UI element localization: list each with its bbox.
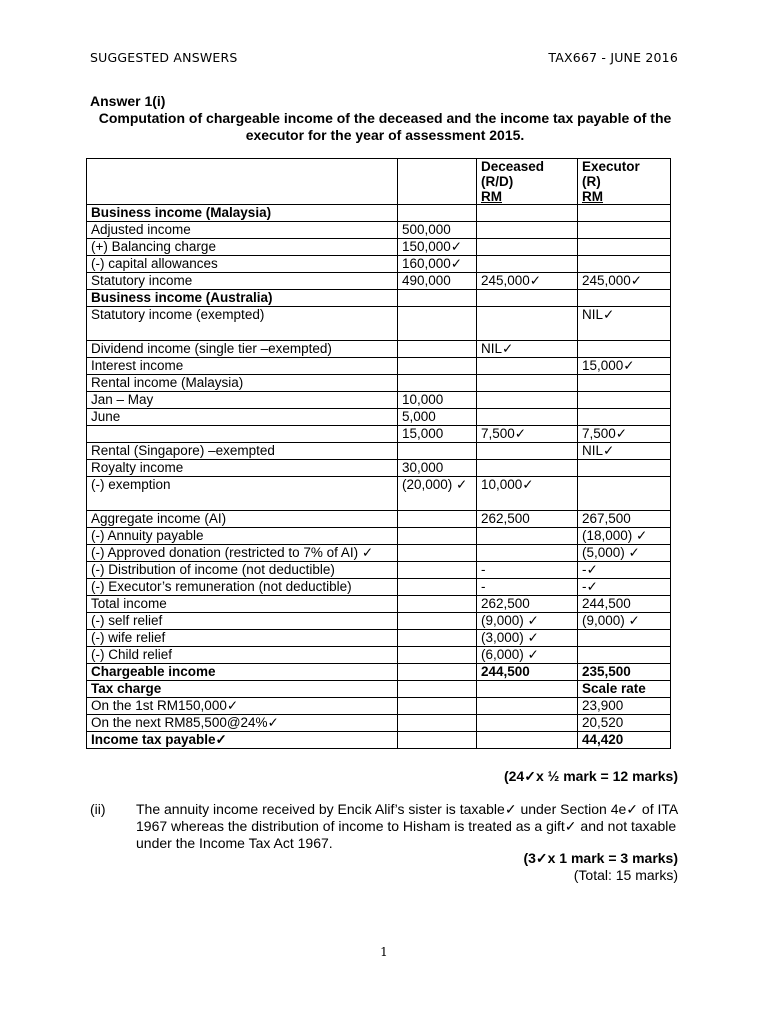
table-cell-c1: June: [87, 409, 398, 426]
table-cell-c3: 245,000✓: [477, 273, 578, 290]
table-cell-c1: Chargeable income: [87, 664, 398, 681]
table-cell-c1: On the 1st RM150,000✓: [87, 698, 398, 715]
table-cell-c4: [578, 409, 671, 426]
table-cell-c2: 160,000✓: [398, 256, 477, 273]
table-cell-c1: Dividend income (single tier –exempted): [87, 341, 398, 358]
table-header-row: [87, 159, 671, 205]
table-cell-c3: [477, 375, 578, 392]
table-cell-c1: Jan – May: [87, 392, 398, 409]
table-row: [87, 460, 671, 477]
table-cell-c2: [398, 545, 477, 562]
table-cell-c1: (-) Executor’s remuneration (not deductible): [87, 579, 398, 596]
table-cell-c1: Income tax payable✓: [87, 732, 398, 749]
table-cell-c2: 500,000: [398, 222, 477, 239]
table-cell-c4: 44,420: [578, 732, 671, 749]
table-cell-c4: [578, 647, 671, 664]
page-number: 1: [380, 945, 388, 959]
table-cell-c1: (-) Approved donation (restricted to 7% of AI) ✓: [87, 545, 398, 562]
table-cell-c1: Adjusted income: [87, 222, 398, 239]
table-cell-c1: (-) capital allowances: [87, 256, 398, 273]
table-row: [87, 630, 671, 647]
header-cell-deceased: [477, 159, 578, 205]
table-cell-c4: [578, 205, 671, 222]
table-cell-c1: Statutory income: [87, 273, 398, 290]
executor-currency: RM: [582, 189, 603, 204]
table-cell-c4: [578, 392, 671, 409]
table-cell-c3: [477, 392, 578, 409]
table-row: [87, 715, 671, 732]
total-marks: (Total: 15 marks): [573, 867, 678, 883]
table-row: [87, 392, 671, 409]
title-line-2: executor for the year of assessment 2015.: [245, 127, 525, 143]
table-cell-c3: [477, 460, 578, 477]
table-cell-c1: (+) Balancing charge: [87, 239, 398, 256]
table-cell-c2: [398, 630, 477, 647]
table-cell-c2: [398, 715, 477, 732]
table-cell-c3: [477, 307, 578, 341]
part2-marks: (3✓x 1 mark = 3 marks): [523, 850, 678, 866]
table-cell-c4: NIL✓: [578, 307, 671, 341]
part1-marks: (24✓x ½ mark = 12 marks): [503, 768, 678, 784]
table-row: [87, 681, 671, 698]
table-cell-c2: 10,000: [398, 392, 477, 409]
table-cell-c1: Tax charge: [87, 681, 398, 698]
table-row: [87, 239, 671, 256]
table-cell-c2: [398, 528, 477, 545]
table-row: [87, 732, 671, 749]
header-cell-executor: [578, 159, 671, 205]
table-row: [87, 256, 671, 273]
table-cell-c2: [398, 205, 477, 222]
table-cell-c4: [578, 460, 671, 477]
table-cell-c4: [578, 239, 671, 256]
table-cell-c3: (6,000) ✓: [477, 647, 578, 664]
table-cell-c3: 262,500: [477, 596, 578, 613]
table-cell-c2: [398, 613, 477, 630]
table-cell-c1: (-) Annuity payable: [87, 528, 398, 545]
table-cell-c4: [578, 341, 671, 358]
table-cell-c2: [398, 681, 477, 698]
table-cell-c3: [477, 698, 578, 715]
table-cell-c4: 244,500: [578, 596, 671, 613]
table-cell-c3: [477, 681, 578, 698]
table-cell-c3: NIL✓: [477, 341, 578, 358]
table-cell-c2: [398, 664, 477, 681]
table-cell-c2: [398, 511, 477, 528]
table-cell-c1: Business income (Australia): [87, 290, 398, 307]
table-cell-c1: (-) Distribution of income (not deductible): [87, 562, 398, 579]
executor-subheading: (R): [582, 174, 601, 189]
table-cell-c3: 7,500✓: [477, 426, 578, 443]
table-cell-c3: (9,000) ✓: [477, 613, 578, 630]
table-cell-c2: 30,000: [398, 460, 477, 477]
title-line-1: Computation of chargeable income of the deceased and the income tax payable of the: [98, 110, 672, 126]
table-cell-c3: 262,500: [477, 511, 578, 528]
header-cell-item: [87, 159, 398, 205]
header-course-label: SUGGESTED ANSWERS: [90, 50, 238, 65]
table-row: [87, 613, 671, 630]
table-row: [87, 273, 671, 290]
table-cell-c1: Interest income: [87, 358, 398, 375]
table-cell-c2: [398, 290, 477, 307]
table-cell-c2: [398, 358, 477, 375]
table-cell-c4: NIL✓: [578, 443, 671, 460]
table-cell-c1: Rental (Singapore) –exempted: [87, 443, 398, 460]
table-cell-c1: Aggregate income (AI): [87, 511, 398, 528]
table-row: [87, 409, 671, 426]
table-cell-c3: [477, 290, 578, 307]
computation-table: [86, 158, 671, 749]
part2-label: (ii): [90, 801, 106, 817]
table-cell-c4: -✓: [578, 562, 671, 579]
table-row: [87, 528, 671, 545]
table-cell-c3: [477, 409, 578, 426]
table-row: [87, 222, 671, 239]
table-row: [87, 647, 671, 664]
table-cell-c2: [398, 341, 477, 358]
table-cell-c4: [578, 630, 671, 647]
table-row: [87, 307, 671, 341]
table-cell-c4: [578, 477, 671, 511]
table-row: [87, 341, 671, 358]
table-row: [87, 511, 671, 528]
table-row: [87, 562, 671, 579]
table-row: [87, 375, 671, 392]
header-paper-code: TAX667 - JUNE 2016: [548, 50, 678, 65]
table-cell-c4: 267,500: [578, 511, 671, 528]
table-cell-c1: Royalty income: [87, 460, 398, 477]
executor-heading: Executor: [582, 159, 640, 174]
table-cell-c2: [398, 732, 477, 749]
table-cell-c4: [578, 375, 671, 392]
table-cell-c4: 23,900: [578, 698, 671, 715]
table-cell-c4: [578, 256, 671, 273]
table-cell-c3: [477, 256, 578, 273]
table-cell-c1: Statutory income (exempted): [87, 307, 398, 341]
table-cell-c3: [477, 358, 578, 375]
table-cell-c2: [398, 307, 477, 341]
answer-label: Answer 1(i): [90, 93, 166, 109]
table-cell-c2: (20,000) ✓: [398, 477, 477, 511]
table-cell-c3: [477, 222, 578, 239]
table-cell-c3: [477, 715, 578, 732]
table-cell-c4: [578, 222, 671, 239]
table-cell-c1: (-) exemption: [87, 477, 398, 511]
table-cell-c1: Rental income (Malaysia): [87, 375, 398, 392]
table-cell-c3: [477, 732, 578, 749]
table-cell-c4: 15,000✓: [578, 358, 671, 375]
table-cell-c1: (-) wife relief: [87, 630, 398, 647]
table-cell-c2: 5,000: [398, 409, 477, 426]
table-cell-c1: Business income (Malaysia): [87, 205, 398, 222]
table-cell-c3: -: [477, 562, 578, 579]
table-cell-c4: 235,500: [578, 664, 671, 681]
deceased-currency: RM: [481, 189, 502, 204]
table-row: [87, 664, 671, 681]
table-cell-c3: (3,000) ✓: [477, 630, 578, 647]
table-row: [87, 698, 671, 715]
table-cell-c4: 7,500✓: [578, 426, 671, 443]
table-row: [87, 358, 671, 375]
table-cell-c2: [398, 647, 477, 664]
table-cell-c1: [87, 426, 398, 443]
table-cell-c3: [477, 545, 578, 562]
table-cell-c4: -✓: [578, 579, 671, 596]
deceased-subheading: (R/D): [481, 174, 514, 189]
table-cell-c2: 490,000: [398, 273, 477, 290]
table-cell-c4: 20,520: [578, 715, 671, 732]
table-row: [87, 579, 671, 596]
table-row: [87, 205, 671, 222]
table-cell-c1: (-) self relief: [87, 613, 398, 630]
table-cell-c2: 15,000: [398, 426, 477, 443]
table-row: [87, 443, 671, 460]
table-cell-c2: [398, 579, 477, 596]
table-cell-c2: [398, 443, 477, 460]
table-cell-c4: 245,000✓: [578, 273, 671, 290]
table-cell-c4: (9,000) ✓: [578, 613, 671, 630]
table-cell-c4: Scale rate: [578, 681, 671, 698]
table-cell-c3: 10,000✓: [477, 477, 578, 511]
table-row: [87, 596, 671, 613]
table-cell-c1: Total income: [87, 596, 398, 613]
table-cell-c3: -: [477, 579, 578, 596]
table-cell-c1: (-) Child relief: [87, 647, 398, 664]
table-cell-c4: (18,000) ✓: [578, 528, 671, 545]
header-cell-working: [398, 159, 477, 205]
table-cell-c2: 150,000✓: [398, 239, 477, 256]
table-row: [87, 477, 671, 511]
part2-answer-text: The annuity income received by Encik Alif’s sister is taxable✓ under Section 4e✓ of ITA 1967 whereas the distribution of income to Hisham is treated as a gift✓ and not taxable under the Income Tax Act 1967.: [136, 801, 678, 851]
table-row: [87, 290, 671, 307]
deceased-heading: Deceased: [481, 159, 545, 174]
table-cell-c3: 244,500: [477, 664, 578, 681]
table-row: [87, 426, 671, 443]
table-cell-c3: [477, 205, 578, 222]
table-cell-c4: [578, 290, 671, 307]
table-cell-c3: [477, 443, 578, 460]
table-cell-c4: (5,000) ✓: [578, 545, 671, 562]
table-cell-c2: [398, 375, 477, 392]
table-cell-c2: [398, 698, 477, 715]
table-cell-c3: [477, 239, 578, 256]
table-cell-c3: [477, 528, 578, 545]
table-cell-c2: [398, 562, 477, 579]
table-cell-c2: [398, 596, 477, 613]
table-row: [87, 545, 671, 562]
table-cell-c1: On the next RM85,500@24%✓: [87, 715, 398, 732]
